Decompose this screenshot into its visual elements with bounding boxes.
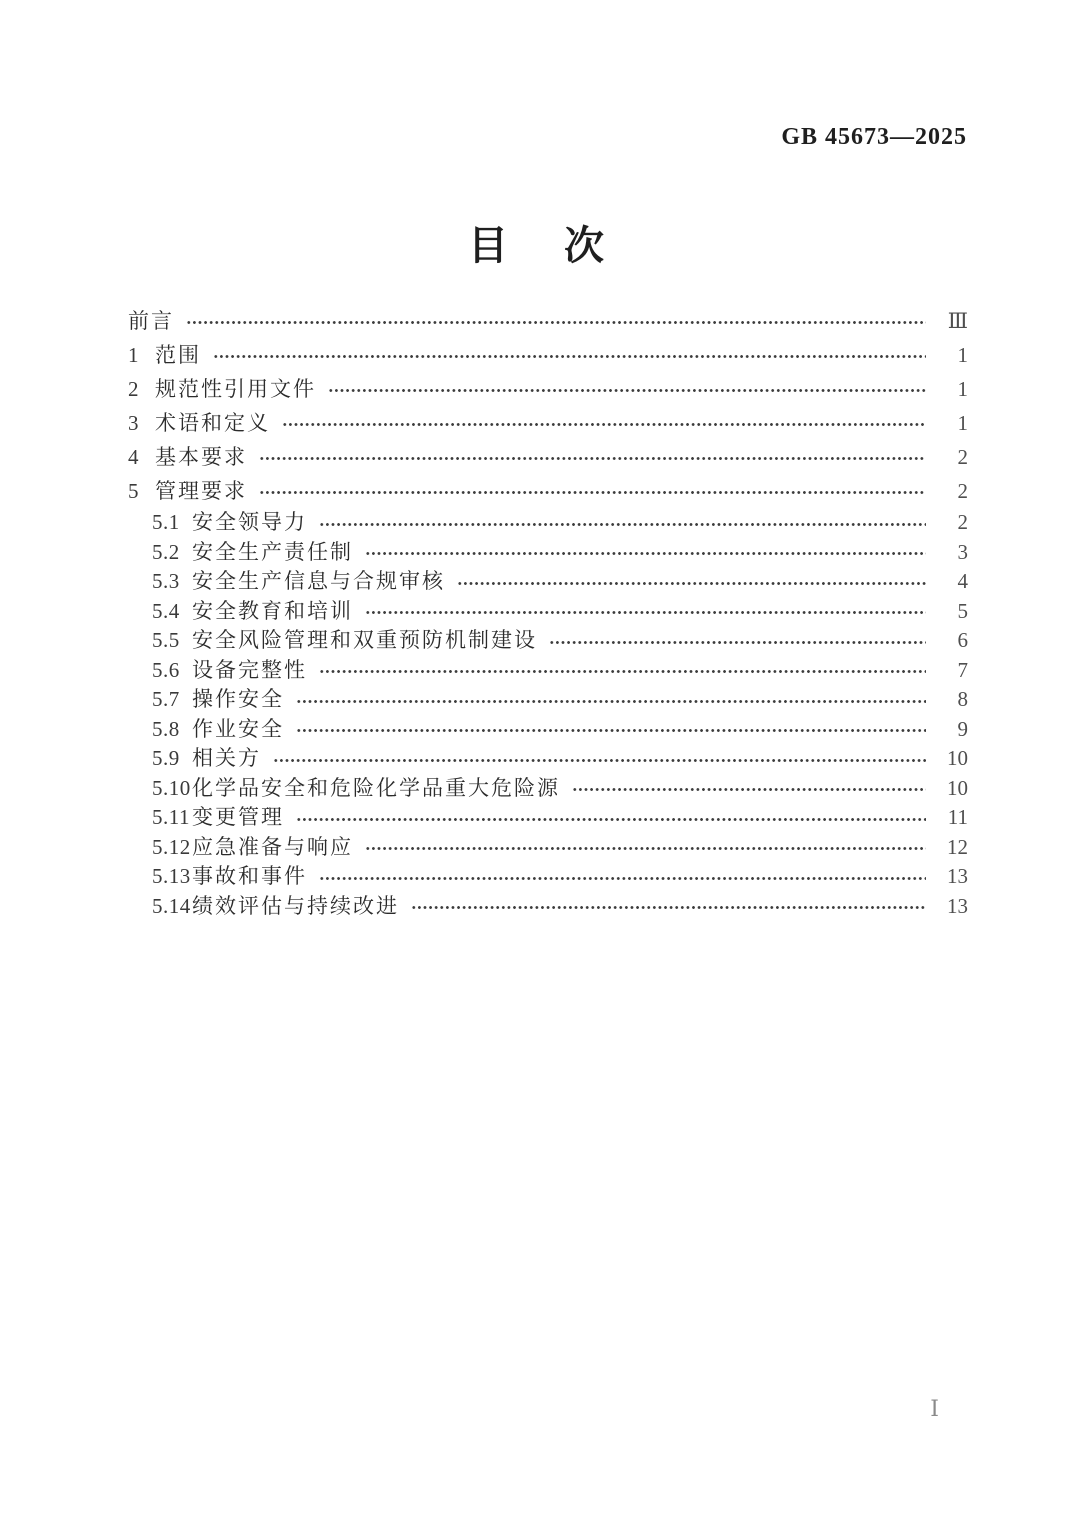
toc-entry-number: 5.2 bbox=[152, 539, 180, 564]
toc-entry-page: 1 bbox=[957, 376, 968, 401]
toc-entry bbox=[128, 685, 968, 715]
toc-entry-page: 5 bbox=[957, 598, 968, 623]
toc-entry-page: 10 bbox=[947, 775, 968, 800]
dot-leader bbox=[328, 389, 926, 392]
dot-leader bbox=[457, 582, 926, 585]
toc-entry-label: 变更管理 bbox=[192, 805, 284, 830]
toc-entry-label: 安全生产责任制 bbox=[192, 539, 353, 564]
dot-leader bbox=[282, 423, 926, 426]
toc-entry-page: 9 bbox=[957, 716, 968, 741]
toc-entry-label: 相关方 bbox=[192, 746, 261, 771]
toc-entry-page: 1 bbox=[957, 410, 968, 435]
dot-leader bbox=[365, 847, 926, 850]
toc-entry-number: 4 bbox=[128, 444, 139, 469]
toc-entry bbox=[128, 626, 968, 656]
toc-entry-number: 3 bbox=[128, 410, 139, 435]
toc-entry-page: 6 bbox=[957, 628, 968, 653]
toc-entry-label: 操作安全 bbox=[192, 687, 284, 712]
dot-leader bbox=[572, 788, 926, 791]
page-title: 目 次 bbox=[468, 223, 612, 268]
toc-entry-label: 安全风险管理和双重预防机制建设 bbox=[192, 628, 537, 653]
toc-entry bbox=[128, 833, 968, 863]
toc-entry-number: 5.8 bbox=[152, 716, 180, 741]
toc-entry-number: 5.6 bbox=[152, 657, 180, 682]
toc-entry bbox=[128, 774, 968, 804]
toc-entry-number: 5.4 bbox=[152, 598, 180, 623]
dot-leader bbox=[259, 491, 926, 494]
toc-entry bbox=[128, 597, 968, 627]
toc-entry bbox=[128, 440, 968, 474]
toc-entry-label: 安全生产信息与合规审核 bbox=[192, 569, 445, 594]
toc-entry bbox=[128, 372, 968, 406]
toc-entry-label: 术语和定义 bbox=[155, 410, 270, 435]
toc-entry-label: 前言 bbox=[128, 308, 174, 333]
toc-entry bbox=[128, 474, 968, 508]
toc-entry-page: 13 bbox=[947, 893, 968, 918]
toc-entry-page: 4 bbox=[957, 569, 968, 594]
toc-entry-label: 应急准备与响应 bbox=[192, 834, 353, 859]
toc-entry-label: 基本要求 bbox=[155, 444, 247, 469]
toc-entry-page: 10 bbox=[947, 746, 968, 771]
toc-entry-page: 11 bbox=[947, 805, 968, 830]
toc-entry-page: 13 bbox=[947, 864, 968, 889]
dot-leader bbox=[319, 523, 926, 526]
toc-entry-page: 3 bbox=[957, 539, 968, 564]
dot-leader bbox=[296, 729, 926, 732]
toc-entry-page: Ⅲ bbox=[947, 308, 968, 333]
toc-entry-page: 7 bbox=[957, 657, 968, 682]
toc-entry bbox=[128, 338, 968, 372]
toc-entry-label: 作业安全 bbox=[192, 716, 284, 741]
toc-entry bbox=[128, 803, 968, 833]
toc-entry bbox=[128, 862, 968, 892]
table-of-contents bbox=[128, 304, 968, 921]
toc-entry-label: 安全教育和培训 bbox=[192, 598, 353, 623]
toc-entry-label: 安全领导力 bbox=[192, 510, 307, 535]
dot-leader bbox=[186, 321, 926, 324]
dot-leader bbox=[259, 457, 926, 460]
toc-entry bbox=[128, 406, 968, 440]
toc-entry-label: 设备完整性 bbox=[192, 657, 307, 682]
dot-leader bbox=[296, 700, 926, 703]
toc-entry-label: 管理要求 bbox=[155, 478, 247, 503]
dot-leader bbox=[549, 641, 926, 644]
dot-leader bbox=[296, 818, 926, 821]
toc-entry-page: 12 bbox=[947, 834, 968, 859]
toc-entry bbox=[128, 892, 968, 922]
toc-entry-number: 2 bbox=[128, 376, 139, 401]
toc-entry-label: 绩效评估与持续改进 bbox=[192, 893, 399, 918]
toc-entry-number: 5.3 bbox=[152, 569, 180, 594]
footer-page-number: Ⅰ bbox=[930, 1396, 940, 1421]
toc-entry-page: 1 bbox=[957, 342, 968, 367]
toc-entry bbox=[128, 656, 968, 686]
toc-entry-number: 5.13 bbox=[152, 864, 191, 889]
toc-entry bbox=[128, 744, 968, 774]
dot-leader bbox=[365, 611, 926, 614]
toc-entry-number: 5.1 bbox=[152, 510, 180, 535]
toc-entry-page: 2 bbox=[957, 510, 968, 535]
toc-entry-number: 5.11 bbox=[152, 805, 190, 830]
toc-entry-number: 1 bbox=[128, 342, 139, 367]
toc-entry-number: 5.12 bbox=[152, 834, 191, 859]
toc-entry bbox=[128, 715, 968, 745]
toc-entry bbox=[128, 538, 968, 568]
toc-entry-page: 2 bbox=[957, 444, 968, 469]
toc-entry-number: 5.5 bbox=[152, 628, 180, 653]
standard-code: GB 45673—2025 bbox=[781, 124, 967, 150]
dot-leader bbox=[319, 670, 926, 673]
toc-entry-page: 2 bbox=[957, 478, 968, 503]
toc-entry-label: 事故和事件 bbox=[192, 864, 307, 889]
dot-leader bbox=[365, 552, 926, 555]
toc-entry-label: 范围 bbox=[155, 342, 201, 367]
toc-entry-number: 5.9 bbox=[152, 746, 180, 771]
toc-entry-number: 5.10 bbox=[152, 775, 191, 800]
toc-entry-label: 化学品安全和危险化学品重大危险源 bbox=[192, 775, 560, 800]
toc-entry bbox=[128, 567, 968, 597]
toc-entry bbox=[128, 304, 968, 338]
toc-entry-number: 5.7 bbox=[152, 687, 180, 712]
toc-entry-number: 5 bbox=[128, 478, 139, 503]
toc-entry bbox=[128, 508, 968, 538]
dot-leader bbox=[411, 906, 926, 909]
dot-leader bbox=[213, 355, 926, 358]
toc-entry-label: 规范性引用文件 bbox=[155, 376, 316, 401]
dot-leader bbox=[273, 759, 926, 762]
toc-entry-number: 5.14 bbox=[152, 893, 191, 918]
dot-leader bbox=[319, 877, 926, 880]
toc-entry-page: 8 bbox=[957, 687, 968, 712]
